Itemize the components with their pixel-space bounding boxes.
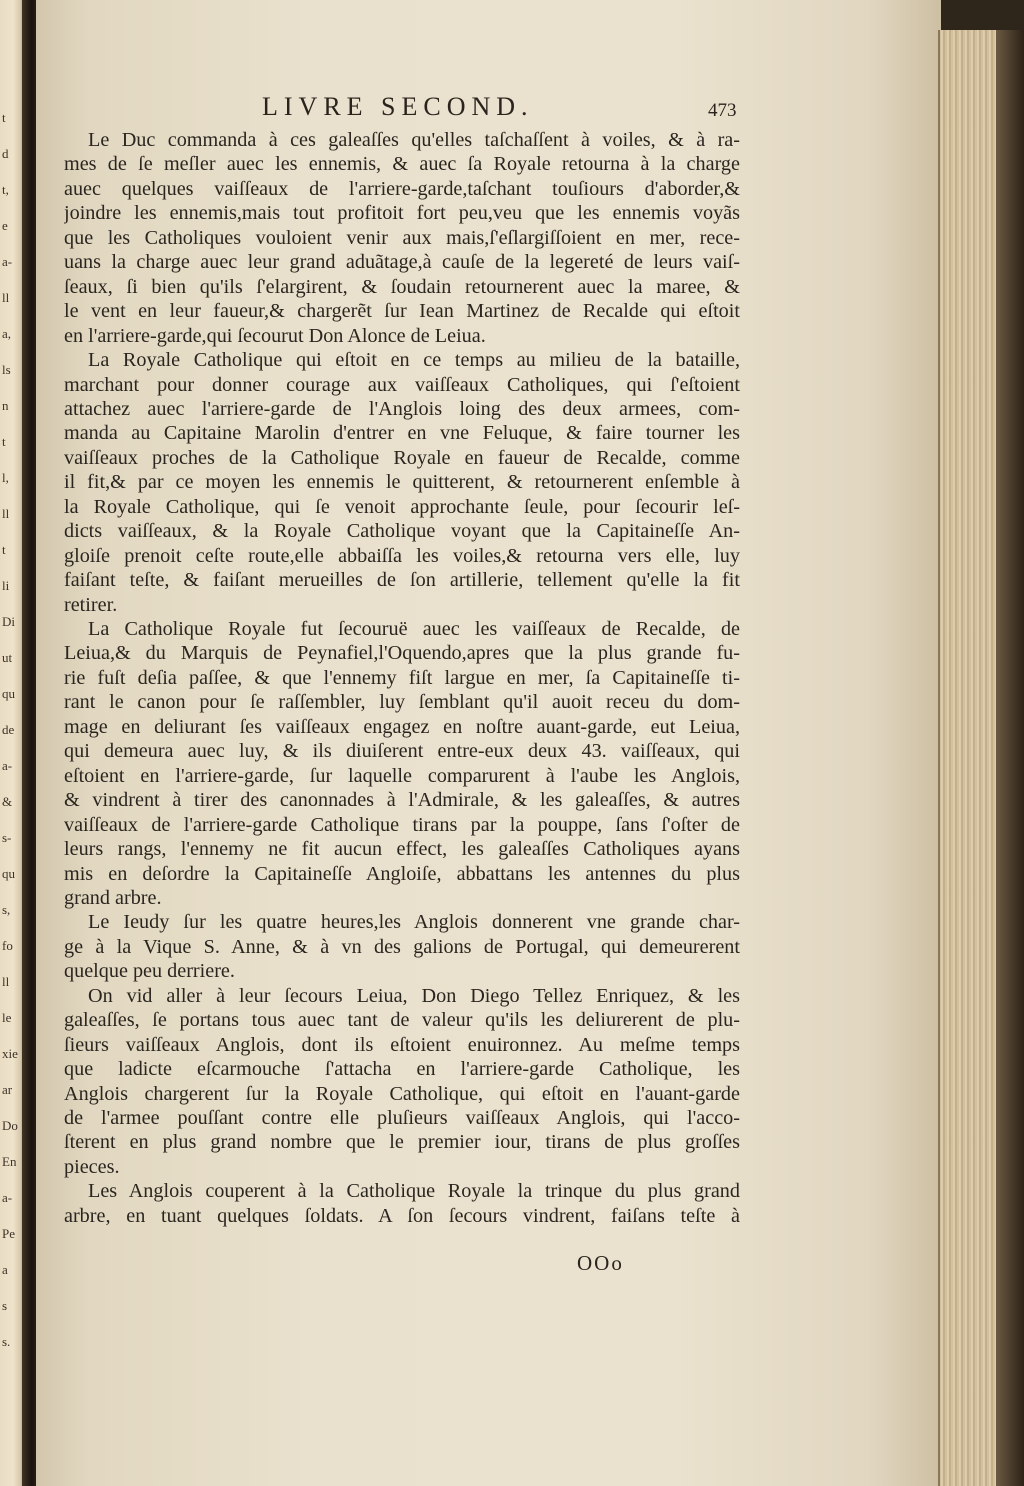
- text-line: eſtoient en l'arriere-garde, ſur laquelle comparurent à l'aube les Anglois,: [64, 764, 740, 787]
- text-line: retirer.: [64, 593, 118, 616]
- text-line: Le Ieudy ſur les quatre heures,les Anglois donnerent vne grande char-: [88, 911, 740, 934]
- text-line: qui demeura auec luy, & ils diuiſerent entre-eux deux 43. vaiſſeaux, qui: [64, 740, 740, 763]
- facing-page-fragment: a-: [2, 1190, 13, 1205]
- facing-page-fragment: ll: [2, 974, 10, 989]
- facing-page-fragment: a-: [2, 254, 13, 269]
- facing-page-fragment: Pe: [2, 1226, 15, 1241]
- facing-page-fragment: t: [2, 542, 6, 557]
- text-line: La Royale Catholique qui eſtoit en ce temps au milieu de la bataille,: [88, 349, 740, 372]
- page-header: [262, 88, 737, 128]
- facing-page-fragment: qu: [2, 686, 15, 701]
- text-line: joindre les ennemis,mais tout profitoit fort peu,veu que les ennemis voyãs: [64, 202, 740, 225]
- text-line: auec quelques vaiſſeaux de l'arriere-garde,taſchant touſiours d'aborder,&: [64, 177, 740, 200]
- page-number: 473: [708, 100, 737, 121]
- facing-page-fragment: ll: [2, 290, 10, 305]
- text-line: Le Duc commanda à ces galeaſſes qu'elles taſchaſſent à voiles, & à ra-: [88, 129, 740, 151]
- page-edges: [938, 30, 1000, 1486]
- facing-page-fragment: ll: [2, 506, 10, 521]
- text-line: arbre, en tuant quelques ſoldats. A ſon ſecours vindrent, faiſans teſte à: [64, 1204, 740, 1227]
- text-line: quelque peu derriere.: [64, 960, 235, 983]
- text-line: leurs rangs, l'ennemy ne fit aucun effect, les galeaſſes Catholiques ayans: [64, 838, 740, 861]
- text-line: de l'armee pouſſant contre elle pluſieurs vaiſſeaux Anglois, qui l'acco-: [64, 1107, 740, 1129]
- signature-mark: OOo: [577, 1251, 624, 1275]
- text-line: vaiſſeaux proches de la Catholique Royale en faueur de Recalde, comme: [64, 446, 740, 469]
- facing-page-fragment: a: [2, 1262, 8, 1277]
- text-line: ge à la Vique S. Anne, & à vn des galions de Portugal, qui demeurerent: [64, 935, 740, 958]
- text-line: la Royale Catholique, qui ſe venoit approchante ſeule, pour ſecourir leſ-: [64, 495, 740, 518]
- text-line: en l'arriere-garde,qui ſecourut Don Alonce de Leiua.: [64, 324, 486, 347]
- facing-page-fragment: qu: [2, 866, 15, 881]
- facing-page-fragments: [0, 0, 24, 1486]
- facing-page-fragment: e: [2, 218, 8, 233]
- text-line: ſeaux, ſi bien qu'ils ſ'elargirent, & ſoudain retournerent auec la maree, &: [64, 275, 740, 298]
- facing-page-fragment: a,: [2, 326, 12, 341]
- text-line: grand arbre.: [64, 886, 162, 909]
- facing-page-fragment: l,: [2, 470, 9, 485]
- text-line: mis en deſordre la Capitaineſſe Angloiſe, abbattans les antennes du plus: [64, 862, 740, 885]
- text-line: La Catholique Royale fut ſecouruë auec les vaiſſeaux de Recalde, de: [88, 618, 740, 640]
- text-line: uans la charge auec leur grand aduãtage,à cauſe de la legereté de leurs vaiſ-: [64, 251, 740, 274]
- facing-page-fragment: li: [2, 578, 10, 593]
- facing-page-fragment: le: [2, 1010, 12, 1025]
- text-line: pieces.: [64, 1155, 120, 1178]
- facing-page-fragment: a-: [2, 758, 13, 773]
- text-line: gloiſe prenoit ceſte route,elle abbaiſſa les voiles,& retourna vers elle, luy: [64, 544, 740, 567]
- text-line: ſieurs vaiſſeaux Anglois, dont ils eſtoient enuironnez. Au meſme temps: [64, 1033, 740, 1056]
- facing-page-fragment: t: [2, 434, 6, 449]
- text-line: & vindrent à tirer des canonnades à l'Admirale, & les galeaſſes, & autres: [64, 789, 740, 812]
- facing-page-fragment: &: [2, 794, 13, 809]
- text-line: vaiſſeaux de l'arriere-garde Catholique tirans par la pouppe, ſans ſ'oſter de: [64, 813, 740, 836]
- text-line: manda au Capitaine Marolin d'entrer en vne Feluque, & faire tourner les: [64, 422, 740, 445]
- text-line: faiſant teſte, & faiſant merueilles de ſon artillerie, tellement qu'elle la fit: [64, 569, 740, 592]
- facing-page-fragment: de: [2, 722, 15, 737]
- text-line: Anglois chargerent ſur la Royale Catholique, qui eſtoit en l'auant-garde: [64, 1082, 740, 1105]
- facing-page-fragment: n: [2, 398, 9, 413]
- facing-page-fragment: t: [2, 110, 6, 125]
- text-line: galeaſſes, ſe portans tous auec tant de valeur qu'ils les deliurerent de plu-: [64, 1009, 740, 1032]
- facing-page-fragment: s.: [2, 1334, 11, 1349]
- text-line: attachez auec l'arriere-garde de l'Anglois loing des deux armees, com-: [64, 397, 740, 420]
- text-line: rant le canon pour ſe raſſembler, luy ſemblant qu'il auoit receu du dom-: [64, 691, 740, 714]
- text-line: le vent en leur faueur,& chargerẽt ſur Iean Martinez de Recalde qui eſtoit: [64, 300, 740, 323]
- text-line: dicts vaiſſeaux, & la Royale Catholique voyant que la Capitaineſſe An-: [64, 520, 740, 543]
- facing-page-fragment: s-: [2, 830, 12, 845]
- facing-page-fragment: ut: [2, 650, 13, 665]
- facing-page-fragment: t,: [2, 182, 9, 197]
- page-edge-shadow: [996, 30, 1024, 1486]
- text-line: Les Anglois couperent à la Catholique Royale la trinque du plus grand: [88, 1180, 740, 1203]
- text-line: mage en deliurant ſes vaiſſeaux engagez en noſtre auant-garde, eut Leiua,: [64, 715, 740, 738]
- facing-page-fragment: En: [2, 1154, 17, 1169]
- text-line: Leiua,& du Marquis de Peynafiel,l'Oquendo,apres que la plus grande fu-: [64, 642, 740, 665]
- facing-page-fragment: Di: [2, 614, 15, 629]
- text-line: rie fuſt deſia paſſee, & que l'ennemy fiſt largue en mer, ſa Capitaineſſe ti-: [64, 666, 740, 689]
- facing-page-fragment: xie: [2, 1046, 18, 1061]
- running-head: LIVRE SECOND.: [262, 92, 534, 121]
- text-line: mes de ſe meſler auec les ennemis, & auec ſa Royale retourna à la charge: [64, 153, 740, 176]
- facing-page-fragment: ls: [2, 362, 11, 377]
- text-line: marchant pour donner courage aux vaiſſeaux Catholiques, qui ſ'eſtoient: [64, 373, 740, 396]
- text-line: que les Catholiques vouloient venir aux mais,ſ'eſlargiſſoient en mer, rece-: [64, 226, 740, 249]
- facing-page-fragment: s,: [2, 902, 11, 917]
- text-line: il fit,& par ce moyen les ennemis le quitterent, & retournerent enſemble à: [64, 471, 740, 494]
- facing-page-fragment: fo: [2, 938, 13, 953]
- facing-page-fragment: ar: [2, 1082, 13, 1097]
- text-line: On vid aller à leur ſecours Leiua, Don Diego Tellez Enriquez, & les: [88, 984, 740, 1007]
- text-line: que ladicte eſcarmouche ſ'attacha en l'arriere-garde Catholique, les: [64, 1058, 740, 1081]
- text-line: ſterent en plus grand nombre que le premier iour, tirans de plus groſſes: [64, 1131, 740, 1154]
- facing-page-fragment: d: [2, 146, 9, 161]
- facing-page-fragment: Do: [2, 1118, 18, 1133]
- facing-page-fragment: s: [2, 1298, 8, 1313]
